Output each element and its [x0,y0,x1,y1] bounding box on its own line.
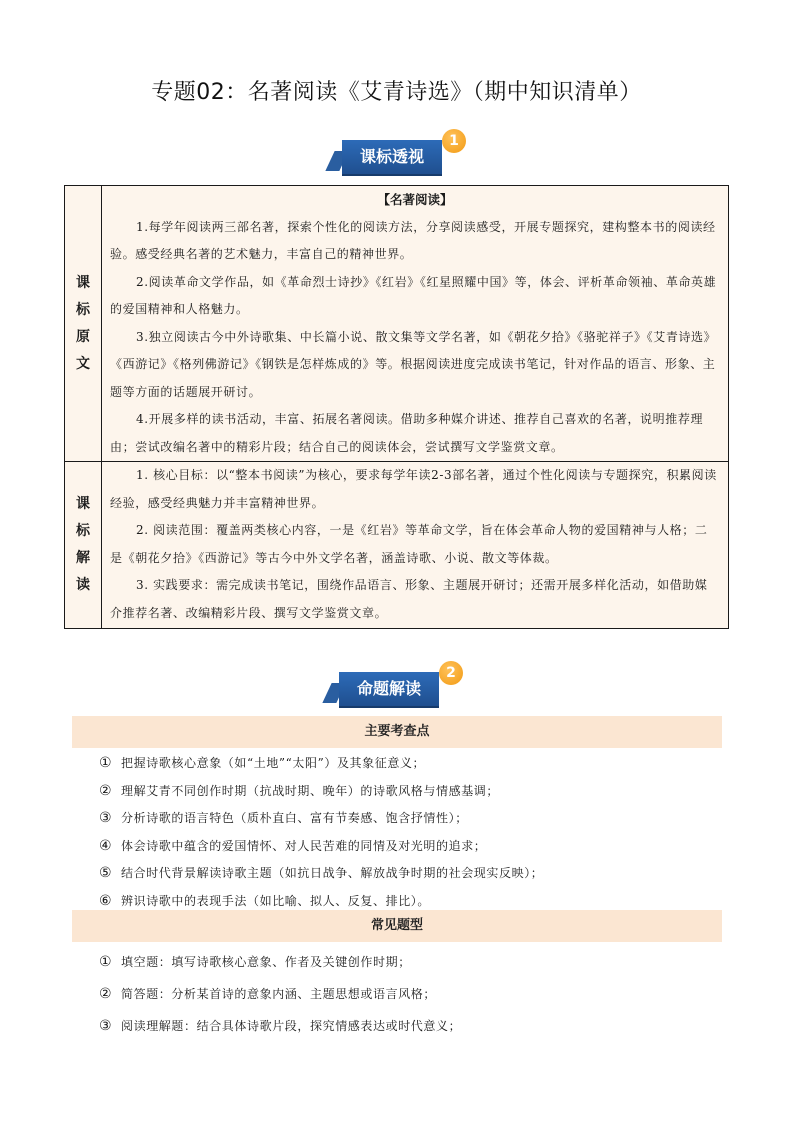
banner-number-badge: 1 [442,129,466,153]
list-item: ③ 阅读理解题：结合具体诗歌片段，探究情感表达或时代意义； [72,1010,722,1042]
list-item: ① 填空题：填写诗歌核心意象、作者及关键创作时期； [72,946,722,978]
list-marker: ⑥ [99,892,113,909]
list-marker: ② [99,986,113,1002]
key-points-heading: 主要考查点 [72,716,722,748]
list-marker: ② [99,782,113,799]
interpretation-paragraph: 3. 实践要求：需完成读书笔记，围绕作品语言、形象、主题展开研讨；还需开展多样化活动，如借助媒介推荐名著、改编精彩片段、撰写文学鉴赏文章。 [110,578,708,620]
standards-table [64,185,729,629]
list-item: ① 把握诗歌核心意象（如“土地”“太阳”）及其象征意义； [72,750,722,778]
standards-header: 【名著阅读】 [377,192,453,207]
list-item: ② 理解艾青不同创作时期（抗战时期、晚年）的诗歌风格与情感基调； [72,778,722,806]
side-label-interpretation: 课 标 解 读 [65,462,102,629]
list-marker: ⑤ [99,865,113,881]
standards-original-text [102,186,729,462]
section-banner-standards [330,133,460,174]
standard-paragraph: 1.每学年阅读两三部名著，探索个性化的阅读方法，分享阅读感受，开展专题探究，建构整本书的阅读经验。感受经典名著的艺术魅力，丰富自己的精神世界。 [110,219,716,261]
standard-paragraph: 2.阅读革命文学作品，如《革命烈士诗抄》《红岩》《红星照耀中国》等，体会、评析革命领袖、革命英雄的爱国精神和人格魅力。 [110,274,717,316]
interpretation-paragraph: 2. 阅读范围：覆盖两类核心内容，一是《红岩》等革命文学，旨在体会革命人物的爱国精神与人格；二是《朝花夕拾》《西游记》等古今中外文学名著，涵盖诗歌、小说、散文等体裁。 [110,523,708,565]
list-item: ④ 体会诗歌中蕴含的爱国情怀、对人民苦难的同情及对光明的追求； [72,833,722,861]
list-item: ③ 分析诗歌的语言特色（质朴直白、富有节奏感、饱含抒情性）； [72,805,722,833]
banner-label: 课标透视 [342,140,442,174]
banner-number-badge: 2 [439,661,463,685]
list-item: ⑤ 结合时代背景解读诗歌主题（如抗日战争、解放战争时期的社会现实反映）； [72,860,722,888]
standards-interpretation-text [102,462,729,629]
section-banner-questions [327,665,457,706]
interpretation-paragraph: 1. 核心目标：以“整本书阅读”为核心，要求每学年读2-3部名著，通过个性化阅读与专题探究，积累阅读经验，感受经典魅力并丰富精神世界。 [110,468,717,510]
page-title: 专题02：名著阅读《艾青诗选》（期中知识清单） [151,80,642,105]
question-types-section [72,910,722,1042]
list-item: ⑥ 辨识诗歌中的表现手法（如比喻、拟人、反复、排比）。 [72,888,722,916]
key-points-section [72,716,722,915]
list-marker: ① [99,954,113,970]
standard-paragraph: 4.开展多样的读书活动，丰富、拓展名著阅读。借助多种媒介讲述、推荐自己喜欢的名著，说明推荐理由；尝试改编名著中的精彩片段；结合自己的阅读体会，尝试撰写文学鉴赏文章。 [110,412,704,454]
question-types-heading: 常见题型 [72,910,722,942]
list-item: ② 简答题：分析某首诗的意象内涵、主题思想或语言风格； [72,978,722,1010]
list-marker: ① [99,755,113,771]
list-marker: ③ [99,1018,113,1034]
standard-paragraph: 3.独立阅读古今中外诗歌集、中长篇小说、散文集等文学名著，如《朝花夕拾》《骆驼祥子》《艾青诗选》《西游记》《格列佛游记》《钢铁是怎样炼成的》等。根据阅读进度完成读书笔记，针对作品的语言、形象、主题等方面的话题展开研讨。 [110,329,717,399]
list-marker: ④ [99,837,113,854]
list-marker: ③ [99,810,113,826]
banner-label: 命题解读 [339,672,439,706]
side-label-original: 课 标 原 文 [65,186,102,462]
